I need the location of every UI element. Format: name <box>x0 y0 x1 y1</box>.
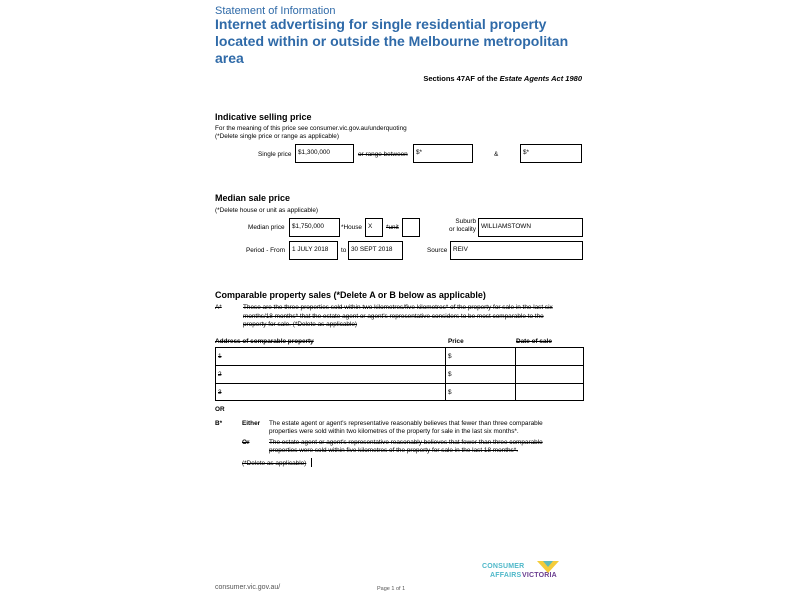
document-page <box>202 0 598 600</box>
period-to-field[interactable]: 30 SEPT 2018 <box>348 241 403 260</box>
comparable-heading: Comparable property sales (*Delete A or B below as applicable) <box>215 290 486 300</box>
row-date[interactable] <box>516 366 583 383</box>
median-price-label: Median price <box>248 224 285 231</box>
period-to-label: to <box>341 247 347 254</box>
unit-field[interactable] <box>402 218 420 237</box>
range-ampersand: & <box>494 151 499 158</box>
source-label: Source <box>427 247 448 254</box>
document-title-line-2: located within or outside the Melbourne metropolitan <box>215 33 569 49</box>
logo-line-2b: VICTORIA <box>522 572 557 579</box>
suburb-label-1: Suburb <box>455 218 476 225</box>
footer-url[interactable]: consumer.vic.gov.au/ <box>215 584 281 591</box>
row-number[interactable]: 3 <box>216 384 446 400</box>
either-text-1: The estate agent or agent's representative reasonably believes that fewer than three comparable <box>269 420 543 427</box>
table-row <box>215 366 584 384</box>
delete-note: (*Delete as applicable) <box>242 460 307 467</box>
house-label: *House <box>341 224 362 231</box>
indicative-note-1: For the meaning of this price see consumer.vic.gov.au/underquoting <box>215 125 407 132</box>
text-cursor <box>311 458 312 467</box>
row-date[interactable] <box>516 384 583 400</box>
house-field[interactable]: X <box>365 218 383 237</box>
statement-label: Statement of Information <box>215 5 336 17</box>
either-text-2: properties were sold within two kilometres of the property for sale in the last six months*. <box>269 428 519 435</box>
single-price-field[interactable]: $1,300,000 <box>295 144 354 163</box>
row-number[interactable]: 1 <box>216 348 446 365</box>
median-heading: Median sale price <box>215 193 291 203</box>
option-a-marker: A* <box>215 304 222 311</box>
option-a-text-3: property for sale. (*Delete as applicable) <box>243 321 358 328</box>
document-title-line-3: area <box>215 50 244 66</box>
median-note: (*Delete house or unit as applicable) <box>215 207 319 214</box>
unit-label: *unit <box>386 224 399 231</box>
range-label: or range between <box>358 151 408 158</box>
sections-reference: Sections 47AF of the Estate Agents Act 1980 <box>423 74 582 83</box>
table-row <box>215 347 584 366</box>
indicative-heading: Indicative selling price <box>215 112 312 122</box>
or2-text-1: The estate agent or agent's representative reasonably believes that fewer than three comparable <box>269 439 543 446</box>
either-label: Either <box>242 420 261 427</box>
source-field[interactable]: REIV <box>450 241 583 260</box>
table-header-address: Address of comparable property <box>215 338 314 345</box>
suburb-field[interactable]: WILLIAMSTOWN <box>478 218 583 237</box>
median-price-field[interactable]: $1,750,000 <box>289 218 340 237</box>
indicative-note-2: (*Delete single price or range as applicable) <box>215 133 339 140</box>
page-number: Page 1 of 1 <box>377 586 406 592</box>
or2-label: Or <box>242 439 250 446</box>
consumer-affairs-victoria-logo <box>482 561 582 585</box>
row-number[interactable]: 2 <box>216 366 446 383</box>
range-from-field[interactable]: $* <box>413 144 473 163</box>
row-price[interactable]: $ <box>446 366 516 383</box>
logo-line-2a: AFFAIRS <box>490 572 522 579</box>
period-from-field[interactable]: 1 JULY 2018 <box>289 241 338 260</box>
single-price-label: Single price <box>258 151 292 158</box>
range-to-field[interactable]: $* <box>520 144 582 163</box>
period-label: Period - From <box>246 247 286 254</box>
table-row <box>215 384 584 401</box>
row-price[interactable]: $ <box>446 384 516 400</box>
document-title-line-1: Internet advertising for single residential property <box>215 16 547 32</box>
logo-line-1: CONSUMER <box>482 563 525 570</box>
row-price[interactable]: $ <box>446 348 516 365</box>
option-b-marker: B* <box>215 420 223 427</box>
table-header-date: Date of sale <box>516 338 552 345</box>
table-header-price: Price <box>448 338 464 345</box>
option-a-text-2: months/18 months* that the estate agent or agent's representative considers to be most comparable to the <box>243 313 544 320</box>
or2-text-2: properties were sold within five kilometres of the property for sale in the last 18 months*. <box>269 447 518 454</box>
row-date[interactable] <box>516 348 583 365</box>
victoria-triangle-icon <box>537 561 559 577</box>
option-a-text-1: These are the three properties sold within two kilometres/five kilometres* of the property for sale in the last six <box>243 304 553 311</box>
or-label: OR <box>215 406 225 413</box>
suburb-label-2: or locality <box>449 226 476 233</box>
